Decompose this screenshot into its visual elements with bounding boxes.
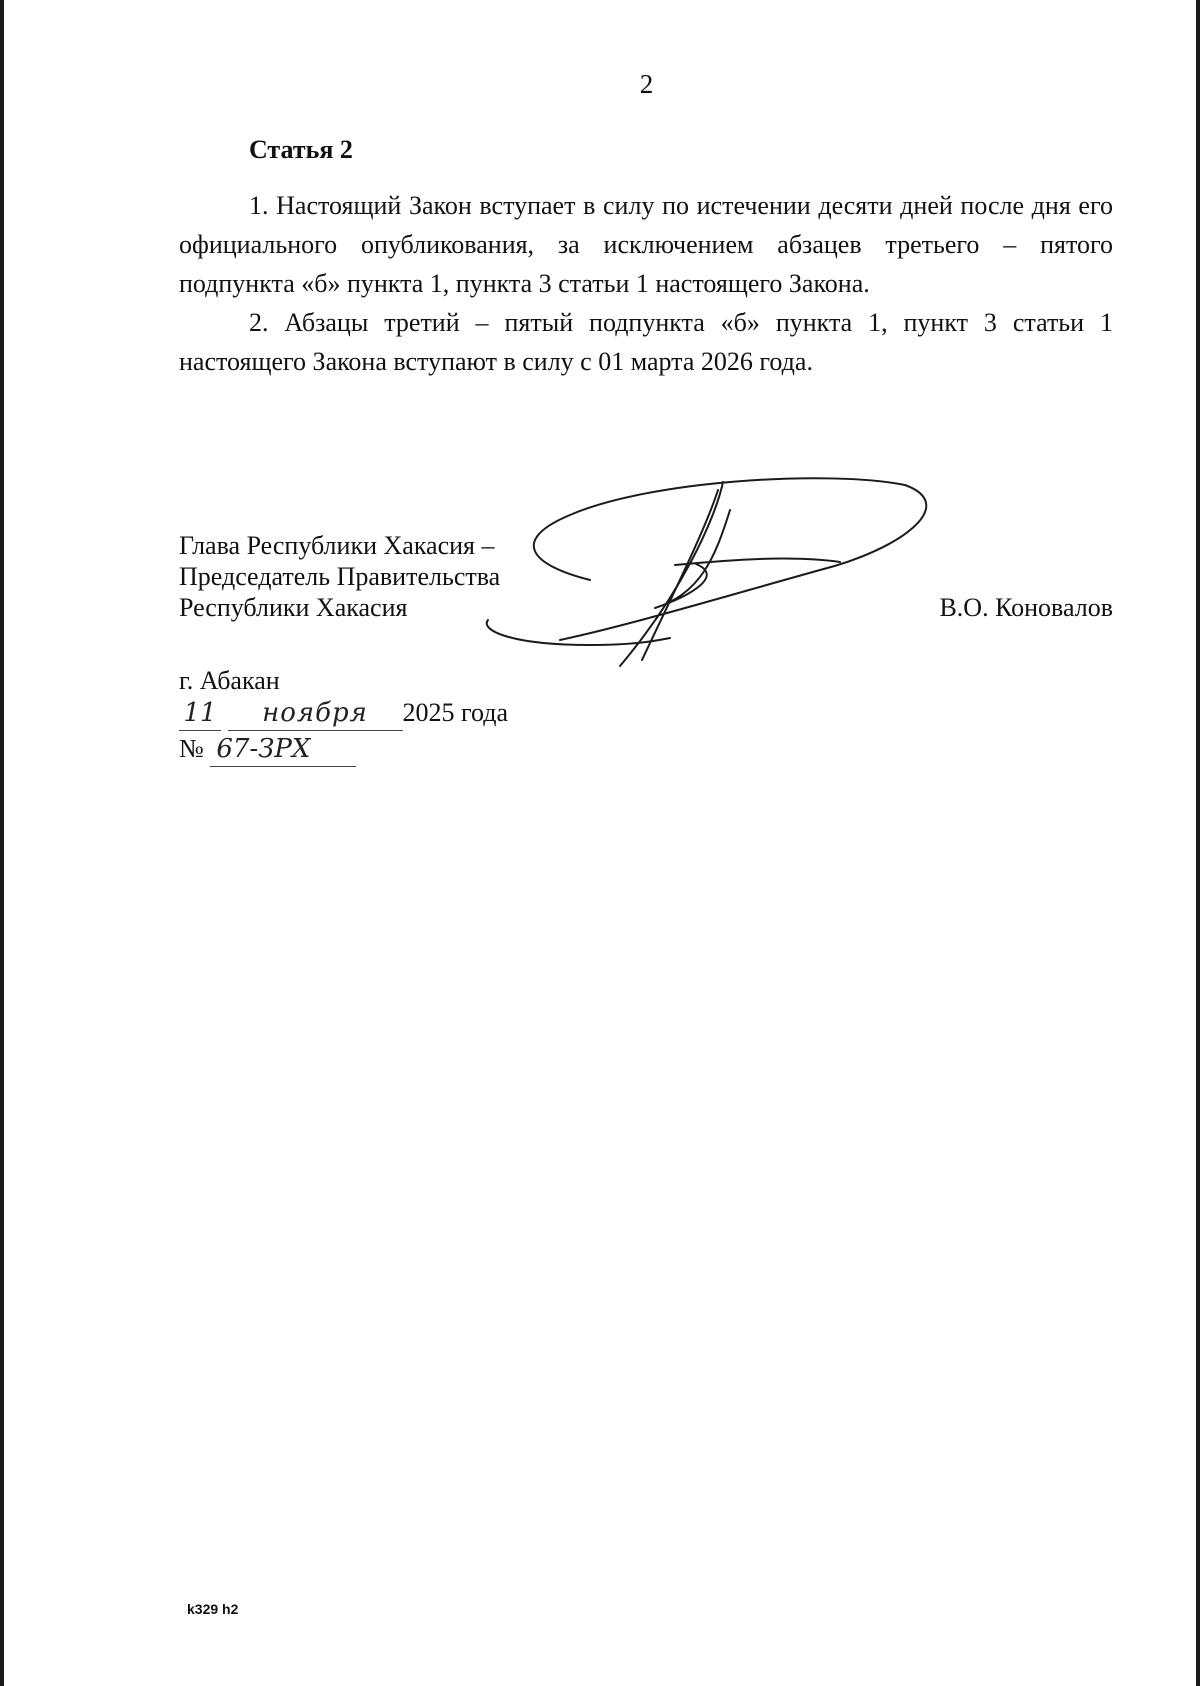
signature-cross-stroke <box>675 559 840 565</box>
signing-date <box>179 696 508 731</box>
law-number <box>179 732 356 767</box>
signatory-title <box>179 530 500 623</box>
date-year: 2025 года <box>402 698 509 727</box>
scan-right-edge <box>1196 0 1200 1686</box>
footer-code: k329 h2 <box>187 1601 239 1617</box>
signatory-title-line-3: Республики Хакасия <box>179 593 408 622</box>
place-of-signing: г. Абакан <box>179 666 280 695</box>
law-number-handwritten: 67-ЗРХ <box>210 732 356 767</box>
page-number: 2 <box>639 69 654 99</box>
article-paragraph-1: 1. Настоящий Закон вступает в силу по истечении десяти дней после дня его официального опубликования, за исключением абзацев третьего – пятого подпункта «б» пункта 1, пункта 3 статьи 1 настоящего Закона. <box>179 191 1113 298</box>
signature-tail-stroke <box>487 620 670 645</box>
number-sign: № <box>179 734 204 763</box>
date-day-handwritten: 11 <box>179 696 221 731</box>
signature-loop-stroke <box>534 478 926 640</box>
signatory-title-line-2: Председатель Правительства <box>179 562 501 591</box>
signatory-title-line-1: Глава Республики Хакасия – <box>179 531 495 560</box>
article-body <box>179 186 1113 381</box>
handwritten-signature <box>480 470 940 690</box>
date-month-handwritten: ноября <box>228 696 403 731</box>
article-heading: Статья 2 <box>249 135 353 164</box>
scan-left-edge <box>0 0 4 1686</box>
signer-name: В.О. Коновалов <box>939 593 1113 622</box>
article-paragraph-2: 2. Абзацы третий – пятый подпункта «б» пункта 1, пункт 3 статьи 1 настоящего Закона вступают в силу с 01 марта 2026 года. <box>179 308 1113 376</box>
